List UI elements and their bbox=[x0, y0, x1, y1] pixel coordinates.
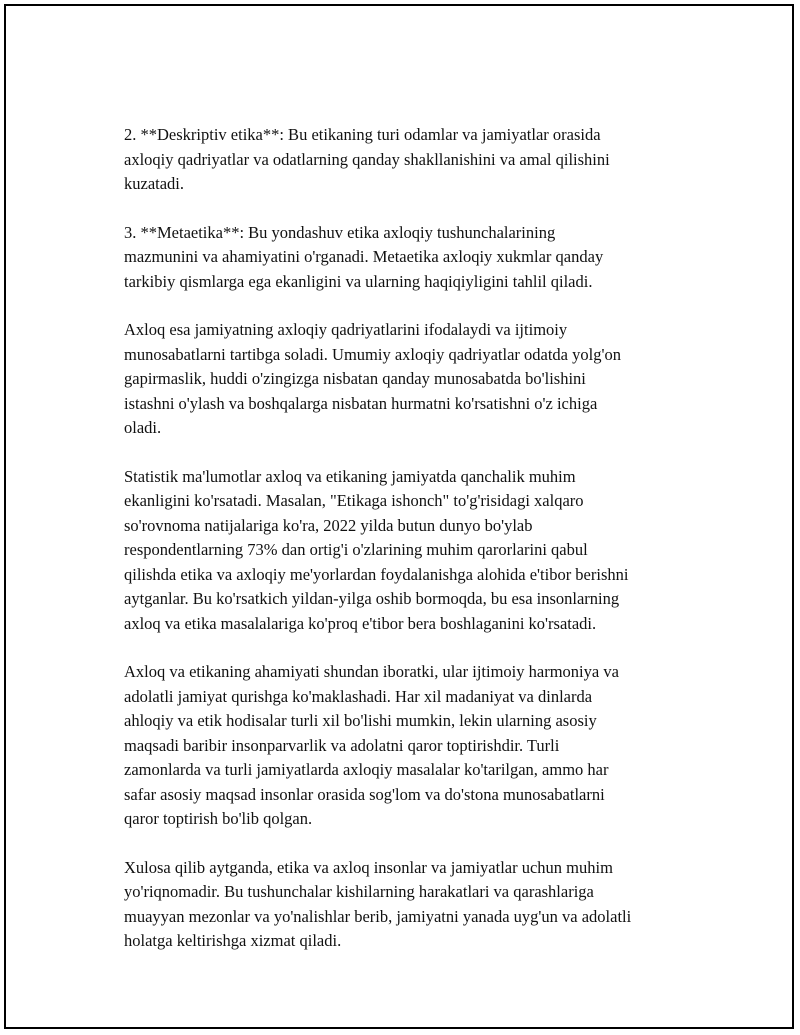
paragraph-metaethics bbox=[124, 221, 704, 295]
text-line: Statistik ma'lumotlar axloq va etikaning jamiyatda qanchalik muhim bbox=[124, 466, 576, 486]
text-line: istashni o'ylash va boshqalarga nisbatan hurmatni ko'rsatishni o'z ichiga bbox=[124, 393, 598, 413]
text-line: maqsadi baribir insonparvarlik va adolatni qaror toptirishdir. Turli bbox=[124, 735, 560, 755]
text-line: axloq va etika masalalariga ko'proq e'tibor bera boshlaganini ko'rsatadi. bbox=[124, 613, 597, 633]
text-line: ahloqiy va etik hodisalar turli xil bo'lishi mumkin, lekin ularning asosiy bbox=[124, 711, 597, 730]
paragraph-conclusion bbox=[124, 856, 704, 954]
text-line: oladi. bbox=[124, 418, 162, 437]
text-line: adolatli jamiyat qurishga ko'maklashadi. Har xil madaniyat va dinlarda bbox=[124, 686, 593, 706]
text-line: tarkibiy qismlarga ega ekanligini va ularning haqiqiyligini tahlil qiladi. bbox=[124, 271, 593, 291]
text-line: axloqiy qadriyatlar va odatlarning qanday shakllanishini va amal qilishini bbox=[124, 149, 610, 169]
text-line: safar asosiy maqsad insonlar orasida sog'lom va do'stona munosabatlarni bbox=[124, 784, 605, 804]
paragraph-statistics bbox=[124, 465, 704, 637]
paragraph-descriptive-ethics bbox=[124, 123, 704, 197]
paragraph-morality bbox=[124, 318, 704, 441]
document-body bbox=[124, 123, 704, 978]
text-line: yo'riqnomadir. Bu tushunchalar kishilarning harakatlari va qarashlariga bbox=[124, 882, 594, 901]
paragraph-importance bbox=[124, 660, 704, 832]
text-line: zamonlarda va turli jamiyatlarda axloqiy masalalar ko'tarilgan, ammo har bbox=[124, 760, 609, 779]
text-line: holatga keltirishga xizmat qiladi. bbox=[124, 931, 342, 950]
text-line: Axloq va etikaning ahamiyati shundan iboratki, ular ijtimoiy harmoniya va bbox=[124, 662, 619, 681]
text-line: qilishda etika va axloqiy me'yorlardan foydalanishga alohida e'tibor berishni bbox=[124, 564, 629, 584]
text-line: 3. **Metaetika**: Bu yondashuv etika axloqiy tushunchalarining bbox=[124, 222, 556, 242]
text-line: gapirmaslik, huddi o'zingizga nisbatan qanday munosabatda bo'lishini bbox=[124, 369, 586, 388]
text-line: respondentlarning 73% dan ortig'i o'zlarining muhim qarorlarini qabul bbox=[124, 540, 588, 559]
text-line: kuzatadi. bbox=[124, 174, 185, 193]
text-line: mazmunini va ahamiyatini o'rganadi. Metaetika axloqiy xukmlar qanday bbox=[124, 247, 604, 266]
text-line: qaror toptirish bo'lib qolgan. bbox=[124, 809, 313, 828]
text-line: so'rovnoma natijalariga ko'ra, 2022 yilda butun dunyo bo'ylab bbox=[124, 515, 533, 535]
text-line: munosabatlarni tartibga soladi. Umumiy axloqiy qadriyatlar odatda yolg'on bbox=[124, 344, 621, 364]
text-line: Xulosa qilib aytganda, etika va axloq insonlar va jamiyatlar uchun muhim bbox=[124, 857, 613, 877]
text-line: 2. **Deskriptiv etika**: Bu etikaning turi odamlar va jamiyatlar orasida bbox=[124, 125, 601, 144]
text-line: ekanligini ko'rsatadi. Masalan, "Etikaga ishonch" to'g'risidagi xalqaro bbox=[124, 491, 584, 510]
text-line: muayyan mezonlar va yo'nalishlar berib, jamiyatni yanada uyg'un va adolatli bbox=[124, 906, 632, 926]
text-line: aytganlar. Bu ko'rsatkich yildan-yilga oshib bormoqda, bu esa insonlarning bbox=[124, 589, 620, 608]
text-line: Axloq esa jamiyatning axloqiy qadriyatlarini ifodalaydi va ijtimoiy bbox=[124, 320, 568, 339]
page-frame bbox=[4, 4, 794, 1029]
